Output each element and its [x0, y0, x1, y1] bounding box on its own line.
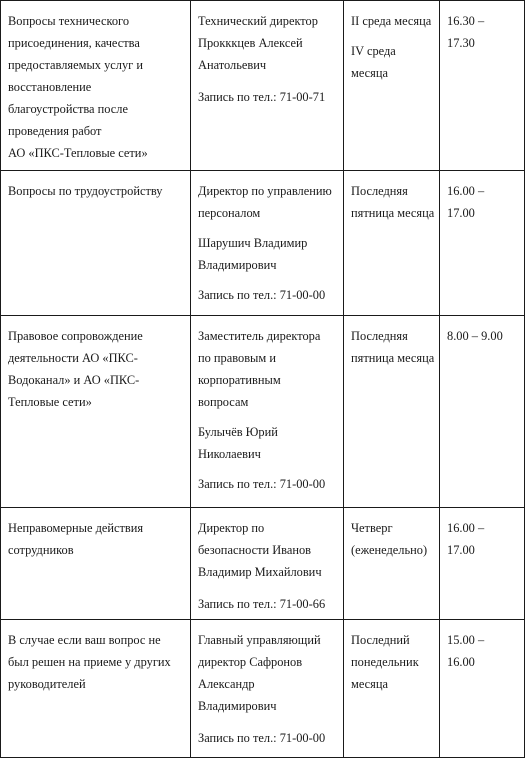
reception-time: 8.00 – 9.00 [447, 329, 503, 343]
official-position: Директор по управлению персоналом [198, 184, 332, 220]
time-cell [440, 508, 525, 620]
topic-cell [1, 1, 191, 171]
phone-text: Запись по тел.: 71-00-66 [198, 597, 326, 611]
day-cell [344, 620, 440, 758]
reception-day: Последняя пятница месяца [351, 329, 435, 365]
day-cell [344, 171, 440, 316]
table-row [1, 620, 525, 758]
time-cell [440, 1, 525, 171]
official-name: Шарушич Владимир Владимирович [198, 236, 308, 272]
day-cell [344, 1, 440, 171]
reception-time: 16.00 – 17.00 [447, 184, 485, 220]
phone-text: Запись по тел.: 71-00-00 [198, 477, 326, 491]
reception-day: Последний понедельник месяца [351, 633, 419, 691]
table-row [1, 171, 525, 316]
person-cell [191, 620, 344, 758]
reception-day: Последняя пятница месяца [351, 184, 435, 220]
official-position-name: Директор по безопасности Иванов Владимир Михайлович [198, 521, 322, 579]
person-cell [191, 316, 344, 508]
reception-day: II среда месяца [351, 14, 432, 28]
topic-cell [1, 508, 191, 620]
reception-time: 15.00 – 16.00 [447, 633, 485, 669]
table-row [1, 1, 525, 171]
phone-text: Запись по тел.: 71-00-00 [198, 731, 326, 745]
time-cell [440, 171, 525, 316]
official-position: Заместитель директора по правовым и корпоративным вопросам [198, 329, 321, 409]
topic-text: В случае если ваш вопрос не был решен на приеме у других руководителей [8, 633, 171, 691]
table-row [1, 316, 525, 508]
official-position-name: Технический директор Прокккцев Алексей Анатольевич [198, 14, 318, 72]
person-cell [191, 1, 344, 171]
topic-text: Неправомерные действия сотрудников [8, 521, 144, 557]
topic-cell [1, 171, 191, 316]
topic-cell [1, 620, 191, 758]
reception-time: 16.30 – 17.30 [447, 14, 485, 50]
person-cell [191, 508, 344, 620]
topic-text: Вопросы технического присоединения, качества предоставляемых услуг и восстановление благоустройства после проведения работ АО «ПКС-Тепловые сети» [8, 14, 148, 160]
phone-text: Запись по тел.: 71-00-00 [198, 288, 326, 302]
topic-text: Правовое сопровождение деятельности АО «ПКС- Водоканал» и АО «ПКС- Тепловые сети» [8, 329, 143, 409]
day-cell [344, 316, 440, 508]
reception-day: Четверг (еженедельно) [351, 521, 428, 557]
day-cell [344, 508, 440, 620]
reception-day: IV среда месяца [351, 44, 396, 80]
reception-time: 16.00 – 17.00 [447, 521, 485, 557]
topic-text: Вопросы по трудоустройству [8, 184, 163, 198]
time-cell [440, 316, 525, 508]
official-position-name: Главный управляющий директор Сафронов Александр Владимирович [198, 633, 321, 713]
person-cell [191, 171, 344, 316]
table-row [1, 508, 525, 620]
topic-cell [1, 316, 191, 508]
phone-text: Запись по тел.: 71-00-71 [198, 90, 326, 104]
official-name: Булычёв Юрий Николаевич [198, 425, 278, 461]
time-cell [440, 620, 525, 758]
